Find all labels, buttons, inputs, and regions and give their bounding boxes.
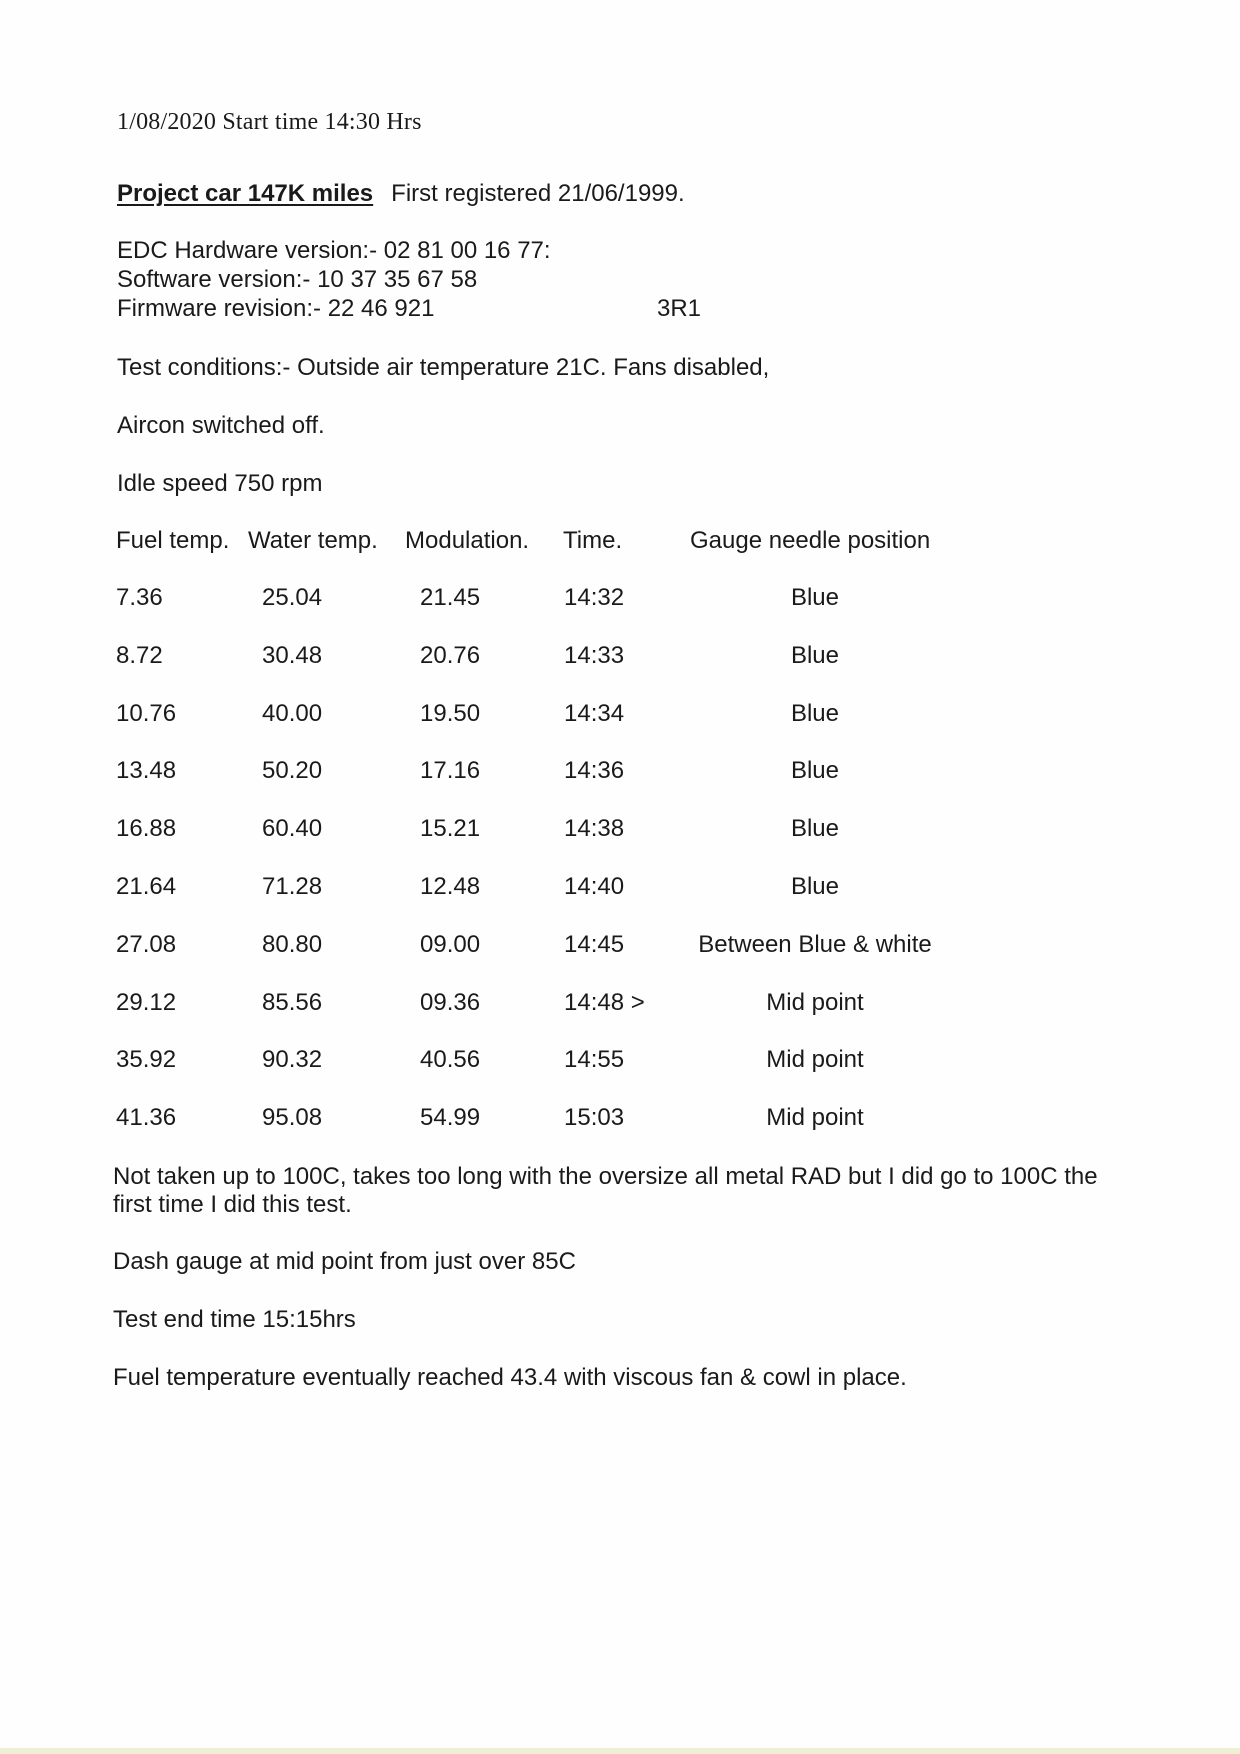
project-line — [117, 180, 685, 208]
cell-modulation: 15.21 — [420, 815, 481, 842]
cell-water-temp: 95.08 — [262, 1104, 323, 1131]
note-dash-gauge: Dash gauge at mid point from just over 85C — [113, 1248, 576, 1275]
table-row — [0, 700, 1240, 730]
cell-fuel-temp: 8.72 — [116, 642, 163, 669]
first-registered: First registered 21/06/1999. — [391, 180, 685, 207]
hardware-version: EDC Hardware version:- 02 81 00 16 77: — [117, 237, 551, 264]
cell-fuel-temp: 35.92 — [116, 1046, 177, 1073]
cell-gauge-position: Blue — [790, 700, 840, 727]
firmware-line — [117, 295, 702, 323]
cell-fuel-temp: 13.48 — [116, 757, 177, 784]
cell-water-temp: 40.00 — [262, 700, 323, 727]
date-start-line: 1/08/2020 Start time 14:30 Hrs — [117, 109, 422, 135]
table-row — [0, 1046, 1240, 1076]
header-gauge-position: Gauge needle position — [690, 527, 931, 554]
firmware-revision: Firmware revision:- 22 46 921 — [117, 295, 435, 322]
note-test-end-time: Test end time 15:15hrs — [113, 1306, 356, 1333]
cell-gauge-position: Blue — [790, 584, 840, 611]
cell-fuel-temp: 21.64 — [116, 873, 177, 900]
cell-fuel-temp: 10.76 — [116, 700, 177, 727]
software-version: Software version:- 10 37 35 67 58 — [117, 266, 478, 293]
test-conditions: Test conditions:- Outside air temperature 21C. Fans disabled, — [117, 354, 770, 381]
header-time: Time. — [563, 527, 623, 554]
cell-time: 14:45 — [564, 931, 625, 958]
cell-gauge-position: Mid point — [766, 989, 864, 1016]
cell-fuel-temp: 16.88 — [116, 815, 177, 842]
cell-time: 14:36 — [564, 757, 625, 784]
cell-water-temp: 71.28 — [262, 873, 323, 900]
table-row — [0, 757, 1240, 787]
cell-modulation: 09.00 — [420, 931, 481, 958]
cell-time: 14:38 — [564, 815, 625, 842]
firmware-suffix: 3R1 — [657, 295, 702, 322]
cell-modulation: 09.36 — [420, 989, 481, 1016]
cell-gauge-position: Blue — [790, 815, 840, 842]
table-row — [0, 1104, 1240, 1134]
cell-water-temp: 80.80 — [262, 931, 323, 958]
cell-gauge-position: Blue — [790, 642, 840, 669]
note-fuel-temperature-final: Fuel temperature eventually reached 43.4 with viscous fan & cowl in place. — [113, 1364, 907, 1391]
header-modulation: Modulation. — [405, 527, 530, 554]
cell-gauge-position: Blue — [790, 757, 840, 784]
aircon-status: Aircon switched off. — [117, 412, 325, 439]
table-row — [0, 642, 1240, 672]
cell-time: 14:32 — [564, 584, 625, 611]
cell-time: 14:34 — [564, 700, 625, 727]
cell-water-temp: 25.04 — [262, 584, 323, 611]
cell-modulation: 20.76 — [420, 642, 481, 669]
cell-modulation: 40.56 — [420, 1046, 481, 1073]
cell-modulation: 54.99 — [420, 1104, 481, 1131]
table-row — [0, 815, 1240, 845]
cell-water-temp: 50.20 — [262, 757, 323, 784]
cell-modulation: 17.16 — [420, 757, 481, 784]
cell-time: 14:55 — [564, 1046, 625, 1073]
idle-speed: Idle speed 750 rpm — [117, 470, 323, 497]
cell-gauge-position: Mid point — [766, 1104, 864, 1131]
project-title: Project car 147K miles — [117, 180, 374, 207]
cell-time: 15:03 — [564, 1104, 625, 1131]
header-water-temp: Water temp. — [248, 527, 378, 554]
cell-water-temp: 30.48 — [262, 642, 323, 669]
cell-time: 14:48 > — [564, 989, 645, 1016]
cell-modulation: 21.45 — [420, 584, 481, 611]
cell-time: 14:40 — [564, 873, 625, 900]
scan-bottom-edge — [0, 1748, 1240, 1754]
cell-water-temp: 90.32 — [262, 1046, 323, 1073]
table-row — [0, 584, 1240, 614]
cell-gauge-position: Blue — [790, 873, 840, 900]
cell-modulation: 19.50 — [420, 700, 481, 727]
cell-water-temp: 85.56 — [262, 989, 323, 1016]
cell-fuel-temp: 27.08 — [116, 931, 177, 958]
header-fuel-temp: Fuel temp. — [116, 527, 230, 554]
cell-fuel-temp: 7.36 — [116, 584, 163, 611]
table-row — [0, 873, 1240, 903]
note-not-taken-to-100c: Not taken up to 100C, takes too long with the oversize all metal RAD but I did go to 100C the first time I did this test. — [113, 1163, 1098, 1218]
cell-water-temp: 60.40 — [262, 815, 323, 842]
cell-gauge-position: Between Blue & white — [698, 931, 932, 958]
table-row — [0, 989, 1240, 1019]
cell-fuel-temp: 29.12 — [116, 989, 177, 1016]
cell-fuel-temp: 41.36 — [116, 1104, 177, 1131]
cell-modulation: 12.48 — [420, 873, 481, 900]
table-header — [0, 527, 1240, 557]
cell-gauge-position: Mid point — [766, 1046, 864, 1073]
table-row — [0, 931, 1240, 961]
cell-time: 14:33 — [564, 642, 625, 669]
